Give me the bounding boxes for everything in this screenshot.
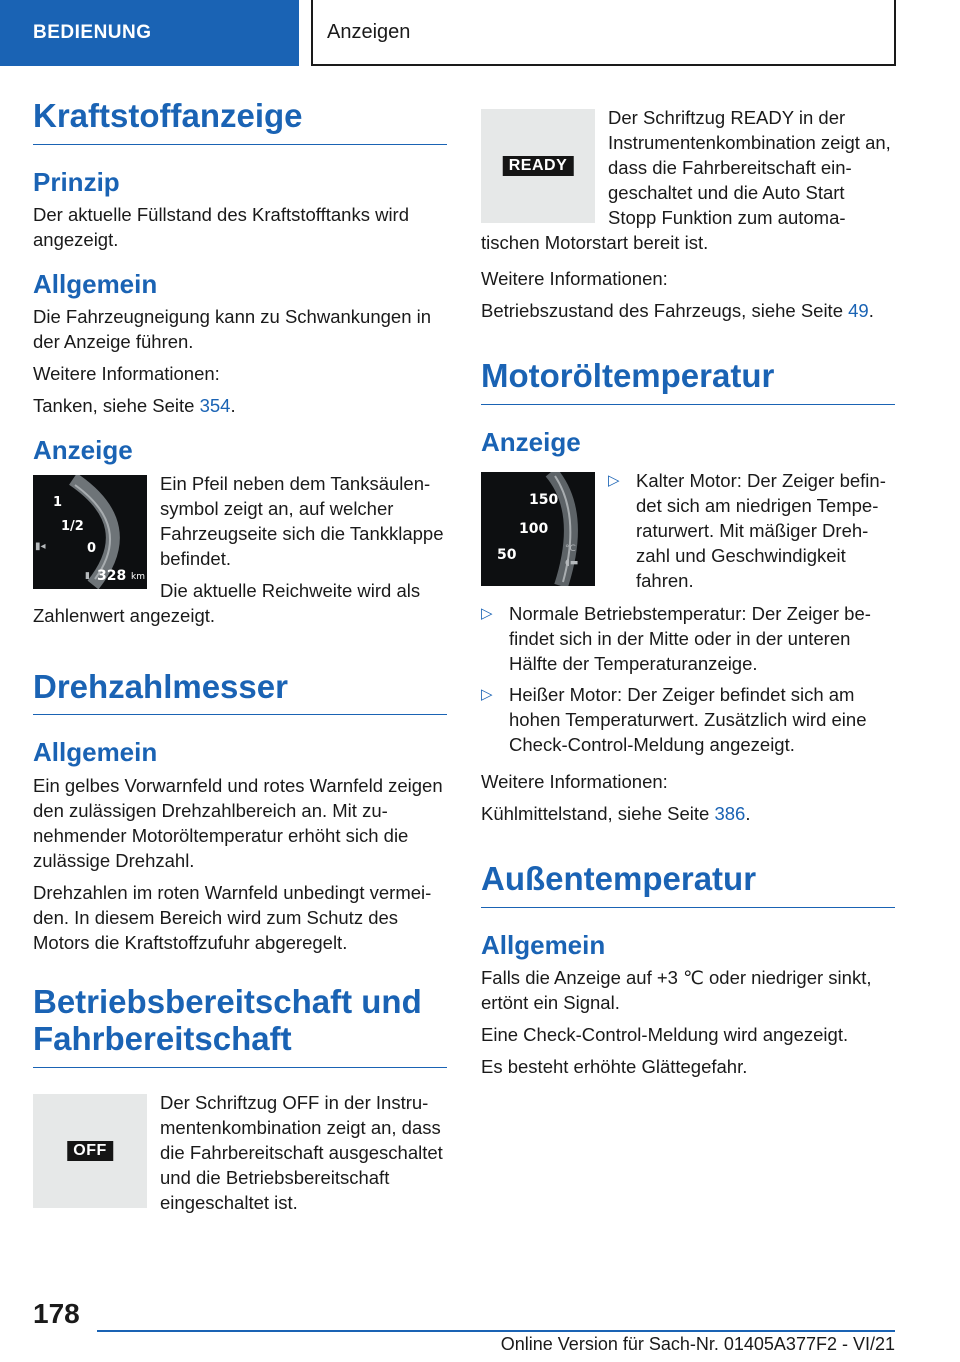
rpm-text2: Drehzahlen im roten Warnfeld unbedingt vermeiden. In diesem Bereich wird zum Schutz des Motors die Kraftstoffzufuhr abgeregelt. (33, 881, 432, 953)
oil-unit: °C (565, 544, 576, 555)
oil-tick-150: 150 (529, 492, 559, 509)
range-unit: km (131, 571, 145, 582)
ready-indicator-image (481, 109, 595, 223)
section-label: BEDIENUNG (33, 22, 152, 43)
page-link-49[interactable]: 49 (848, 300, 869, 321)
outside-text3: Es besteht erhöhte Glättegefahr. (481, 1056, 748, 1078)
ready-title: Betriebsbereitschaft und Fahrbereitschaft (33, 984, 447, 1068)
fuel-tick-full: 1 (53, 494, 63, 510)
outside-text1: Falls die Anzeige auf +3 ℃ oder niedriger sinkt, ertönt ein Signal. (481, 967, 872, 1014)
oil-temp-list-cont (481, 601, 895, 757)
fuel-gauge-image (33, 475, 147, 589)
outside-text2: Eine Check-Control-Meldung wird angezeigt. (481, 1024, 849, 1046)
fuel-pump-icon: ▮◂ (35, 540, 46, 552)
fuel-general-heading: Allgemein (33, 269, 158, 300)
fuel-gauge-title: Kraftstoffanzeige (33, 98, 447, 145)
topic-header (311, 0, 896, 66)
list-item: ▷ Heißer Motor: Der Zeiger befindet sich am hohen Temperaturwert. Zusätzlich wird eine Check-Control-Meldung angezeigt. (481, 684, 867, 756)
rpm-text1: Ein gelbes Vorwarnfeld und rotes Warnfeld zeigen den zulässigen Drehzahlbereich an. Mit zunehmender Motoröltemperatur erhöht sich die zulässige Drehzahl. (33, 774, 443, 871)
triangle-bullet-icon: ▷ (608, 472, 620, 490)
fuel-gauge-arc (33, 475, 147, 589)
footer-version-note: Online Version für Sach-Nr. 01405A377F2 - VI/21 (500, 1334, 895, 1354)
rpm-general-heading: Allgemein (33, 737, 158, 768)
section-tab (0, 0, 299, 66)
range-pump-icon: ▮ (85, 570, 90, 581)
off-text: Der Schriftzug OFF in der Instrumentenkombination zeigt an, dass die Fahrbereitschaft ausgeschaltet und die Betriebsbereitschaft eingeschaltet ist. (160, 1091, 443, 1213)
triangle-bullet-icon: ▷ (481, 605, 493, 623)
ready-more-info: Weitere Informationen: (481, 268, 668, 289)
right-column (481, 105, 895, 1086)
ready-reference: Betriebszustand des Fahrzeugs, siehe Seite 49. (481, 300, 874, 321)
oil-reference: Kühlmittelstand, siehe Seite 386. (481, 803, 751, 825)
topic-label: Anzeigen (327, 20, 411, 43)
ready-text: Der Schriftzug READY in der Instrumentenkombination zeigt an, dass die Fahrbereitschaft eingeschaltet und die Auto Start Stopp Funktion zum automatischen Motorstart bereit ist. (481, 107, 891, 253)
page-link-386[interactable]: 386 (714, 803, 746, 825)
outside-general-heading: Allgemein (481, 930, 606, 961)
fuel-principle-heading: Prinzip (33, 166, 120, 197)
list-item: ▷ Kalter Motor: Der Zeiger befindet sich am niedrigen Temperaturwert. Mit mäßiger Drehzahl und Geschwindigkeit fahren. (608, 470, 886, 592)
fuel-tick-half: 1/2 (61, 518, 84, 534)
oil-temp-title: Motoröltemperatur (481, 358, 895, 405)
range-value: 328 (97, 567, 127, 584)
left-column (33, 98, 447, 1222)
fuel-principle-text: Der aktuelle Füllstand des Kraftstofftanks wird angezeigt. (33, 204, 409, 251)
oil-tick-100: 100 (519, 521, 549, 538)
oil-can-icon: ◖▬ (565, 558, 579, 569)
rpm-title: Drehzahlmesser (33, 669, 447, 716)
oil-temp-gauge-image (481, 472, 595, 586)
off-badge: OFF (67, 1141, 113, 1161)
footer-divider (97, 1330, 895, 1332)
oil-temp-list (608, 468, 895, 593)
oil-more-info: Weitere Informationen: (481, 771, 668, 793)
page-link-354[interactable]: 354 (199, 395, 231, 417)
fuel-tick-empty: 0 (87, 540, 97, 556)
oil-tick-50: 50 (497, 547, 517, 564)
fuel-more-info: Weitere Informationen: (33, 363, 220, 385)
page-number: 178 (33, 1298, 80, 1329)
fuel-display-heading: Anzeige (33, 435, 133, 466)
fuel-general-text: Die Fahrzeugneigung kann zu Schwankungen in der Anzeige führen. (33, 306, 432, 353)
off-indicator-image (33, 1094, 147, 1208)
fuel-display-text2: Die aktuelle Reichweite wird als Zahlenwert angezeigt. (33, 579, 421, 626)
fuel-reference: Tanken, siehe Seite 354. (33, 395, 236, 417)
list-item: ▷ Normale Betriebstemperatur: Der Zeiger befindet sich in der Mitte oder in der unteren Hälfte der Temperaturanzeige. (481, 603, 871, 675)
oil-display-heading: Anzeige (481, 426, 581, 457)
fuel-display-text1: Ein Pfeil neben dem Tanksäulensymbol zeigt an, auf welcher Fahrzeugseite sich die Tankklappe befindet. (160, 472, 444, 569)
outside-temp-title: Außentemperatur (481, 861, 895, 908)
ready-badge: READY (503, 156, 574, 176)
triangle-bullet-icon: ▷ (481, 686, 493, 704)
